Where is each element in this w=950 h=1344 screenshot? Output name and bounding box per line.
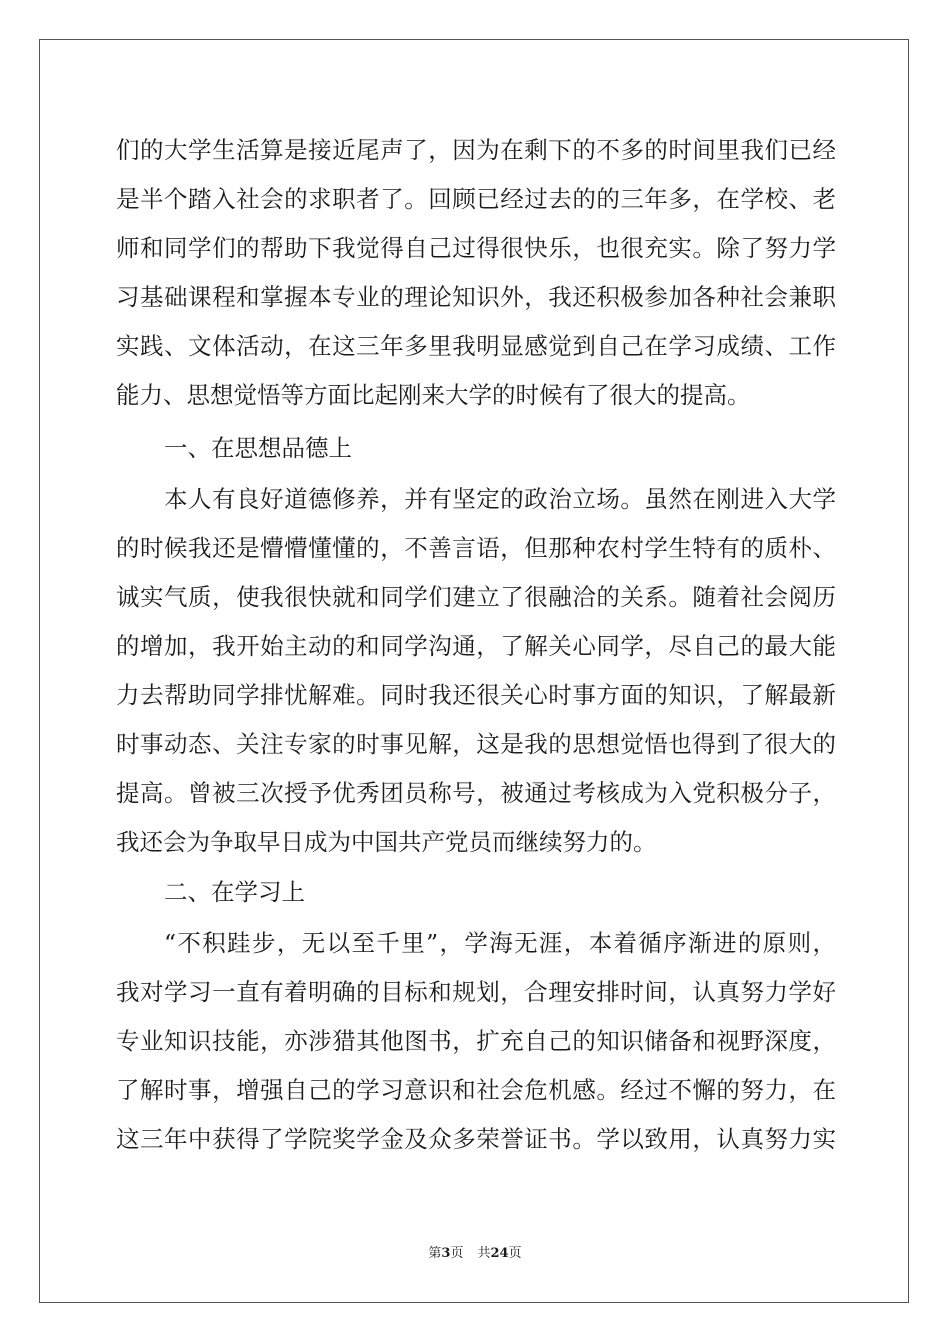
paragraph-line: 们的大学生活算是接近尾声了，因为在剩下的不多的时间里我们已经: [116, 136, 836, 164]
paragraph-line: 提高。曾被三次授予优秀团员称号，被通过考核成为入党积极分子，: [116, 779, 836, 807]
paragraph-line: 的时候我还是懵懵懂懂的，不善言语，但那种农村学生特有的质朴、: [116, 534, 836, 562]
total-pages: 24: [490, 1246, 509, 1261]
paragraph-line: 是半个踏入社会的求职者了。回顾已经过去的的三年多，在学校、老: [116, 185, 836, 213]
paragraph-line: 习基础课程和掌握本专业的理论知识外，我还积极参加各种社会兼职: [116, 283, 836, 311]
paragraph-line: 能力、思想觉悟等方面比起刚来大学的时候有了很大的提高。: [116, 381, 751, 409]
page-prefix: 第: [428, 1246, 442, 1261]
page-border: [39, 39, 909, 1303]
paragraph-line: 了解时事，增强自己的学习意识和社会危机感。经过不懈的努力，在: [116, 1076, 836, 1104]
page-suffix: 页: [450, 1246, 464, 1261]
paragraph-line: 的增加，我开始主动的和同学沟通，了解关心同学，尽自己的最大能: [116, 632, 836, 660]
total-prefix: 共: [477, 1246, 491, 1261]
paragraph-line: 本人有良好道德修养，并有坚定的政治立场。虽然在刚进入大学: [164, 485, 836, 513]
paragraph-line: “不积跬步，无以至千里”，学海无涯，本着循序渐进的原则，: [164, 929, 836, 957]
page-number: 3: [441, 1246, 451, 1261]
page-footer: [0, 1245, 950, 1263]
total-suffix: 页: [508, 1246, 522, 1261]
paragraph-line: 时事动态、关注专家的时事见解，这是我的思想觉悟也得到了很大的: [116, 730, 836, 758]
paragraph-line: 我对学习一直有着明确的目标和规划，合理安排时间，认真努力学好: [116, 978, 836, 1006]
paragraph-line: 这三年中获得了学院奖学金及众多荣誉证书。学以致用，认真努力实: [116, 1125, 836, 1153]
paragraph-line: 专业知识技能，亦涉猎其他图书，扩充自己的知识储备和视野深度，: [116, 1027, 836, 1055]
section-heading: 二、在学习上: [164, 878, 305, 906]
paragraph-line: 力去帮助同学排忧解难。同时我还很关心时事方面的知识，了解最新: [116, 681, 836, 709]
paragraph-line: 诚实气质，使我很快就和同学们建立了很融洽的关系。随着社会阅历: [116, 583, 836, 611]
paragraph-line: 我还会为争取早日成为中国共产党员而继续努力的。: [116, 828, 657, 856]
paragraph-line: 师和同学们的帮助下我觉得自己过得很快乐，也很充实。除了努力学: [116, 234, 836, 262]
section-heading: 一、在思想品德上: [164, 434, 352, 462]
paragraph-line: 实践、文体活动，在这三年多里我明显感觉到自己在学习成绩、工作: [116, 332, 836, 360]
